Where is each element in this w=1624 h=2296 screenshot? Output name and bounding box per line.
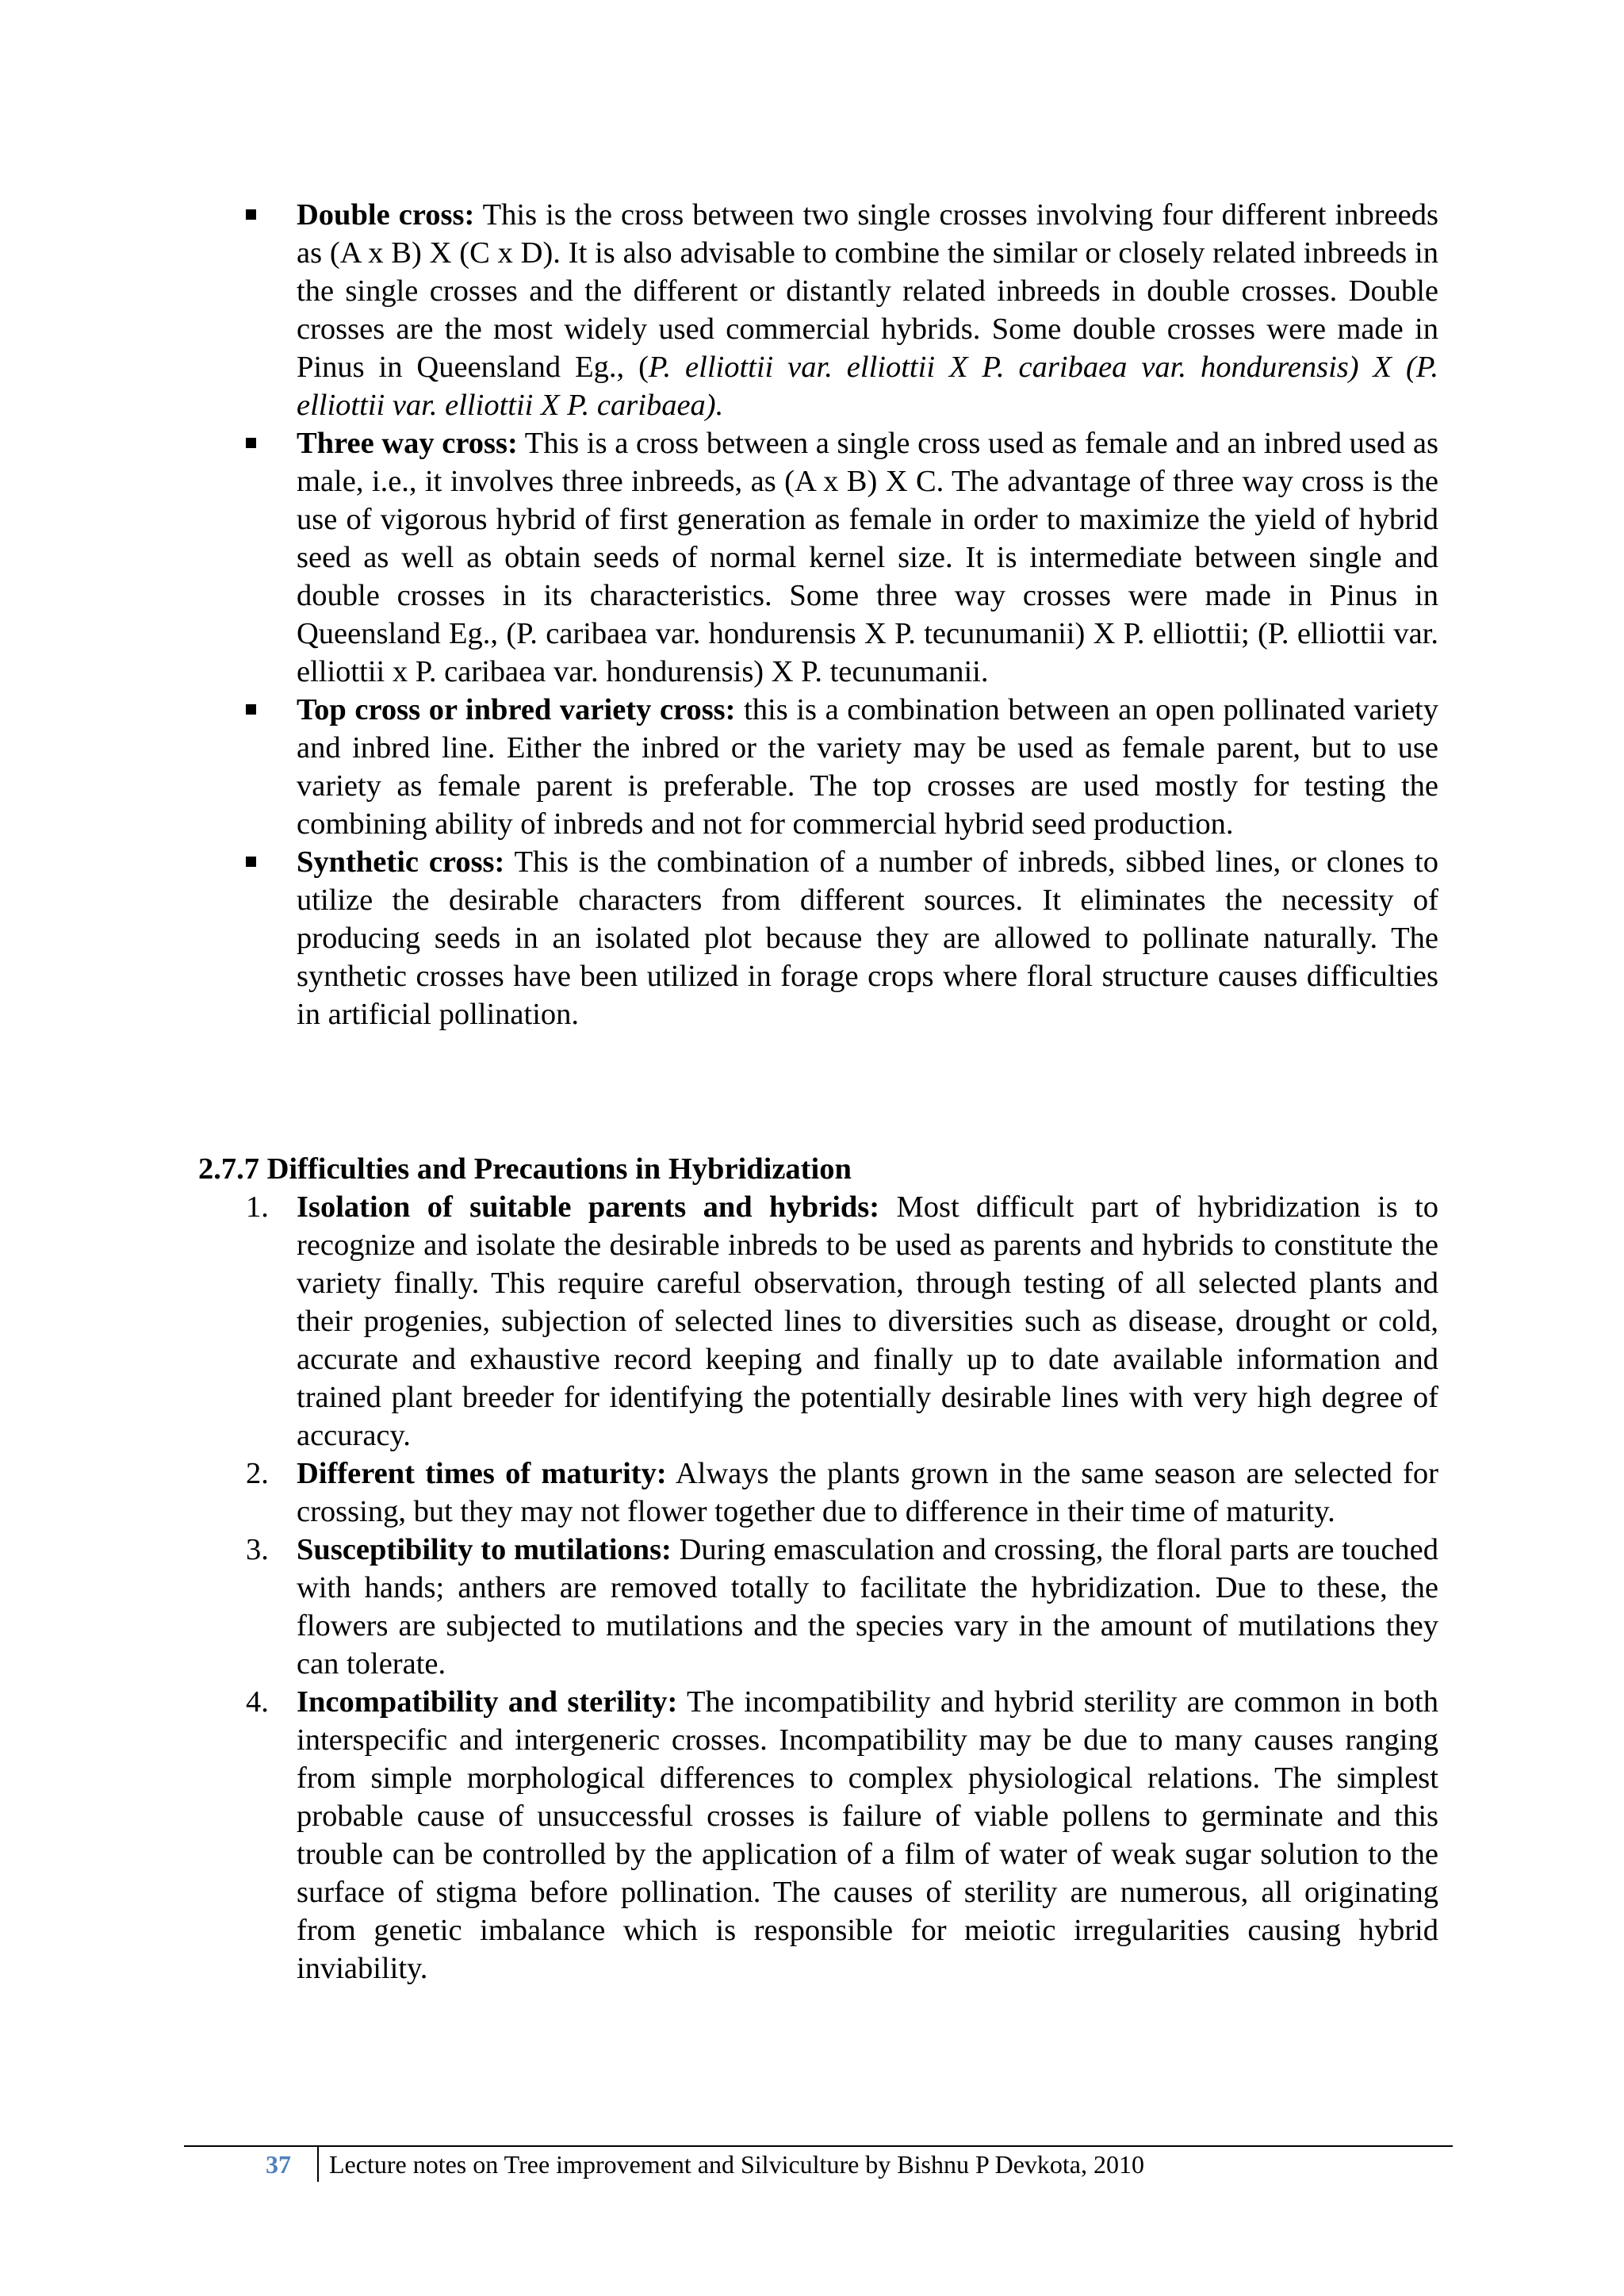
item-text: This is a cross between a single cross used as female and an inbred used as male, i.e., it involves three inbreeds, as (A x B) X C. The advantage of three way cross is the use of vigorous hybrid of first generation as female in order to maximize the yield of hybrid seed as well as obtain seeds of normal kernel size. It is intermediate between single and double crosses in its characteristics. Some three way crosses were made in Pinus in Queensland Eg., (P. caribaea var. hondurensis X P. tecunumanii) X P. elliottii; (P. elliottii var. elliottii x P. caribaea var. hondurensis) X P. tecunumanii. bbox=[297, 427, 1438, 688]
item-text: This is the combination of a number of inbreds, sibbed lines, or clones to utilize the desirable characters from different sources. It eliminates the necessity of producing seeds in an isolated plot because they are allowed to pollinate naturally. The synthetic crosses have been utilized in forage crops where floral structure causes difficulties in artificial pollination. bbox=[297, 845, 1438, 1031]
item-number: 1. bbox=[246, 1190, 269, 1224]
item-label: Double cross: bbox=[297, 198, 475, 232]
list-item bbox=[246, 1188, 1438, 1455]
square-bullet-icon bbox=[246, 209, 256, 220]
square-bullet-icon bbox=[246, 704, 256, 715]
list-item bbox=[246, 196, 1438, 424]
item-label: Susceptibility to mutilations: bbox=[297, 1533, 672, 1566]
square-bullet-icon bbox=[246, 438, 256, 448]
item-number: 3. bbox=[246, 1533, 269, 1566]
item-label: Isolation of suitable parents and hybrids: bbox=[297, 1190, 880, 1224]
item-text: During emasculation and crossing, the floral parts are touched with hands; anthers are removed totally to facilitate the hybridization. Due to these, the flowers are subjected to mutilations and the species vary in the amount of mutilations they can tolerate. bbox=[297, 1533, 1439, 1681]
item-text: This is the cross between two single crosses involving four different inbreeds as (A x B) X (C x D). It is also advisable to combine the similar or closely related inbreeds in the single crosses and the different or distantly related inbreeds in double crosses. Double crosses are the most widely used commercial hybrids. Some double crosses were made in Pinus in Queensland Eg., ( bbox=[297, 198, 1438, 384]
item-label: Incompatibility and sterility: bbox=[297, 1685, 678, 1719]
footer-text: Lecture notes on Tree improvement and Silviculture by Bishnu P Devkota, 2010 bbox=[329, 2150, 1144, 2179]
item-text: this is a combination between an open pollinated variety and inbred line. Either the inbred or the variety may be used as female parent, but to use variety as female parent is preferable. The top crosses are used mostly for testing the combining ability of inbreds and not for commercial hybrid seed production. bbox=[297, 693, 1438, 841]
item-label: Synthetic cross: bbox=[297, 845, 505, 879]
footer-rule bbox=[184, 2145, 1453, 2147]
list-item bbox=[246, 424, 1438, 691]
item-text: Most difficult part of hybridization is to recognize and isolate the desirable inbreds to be used as parents and hybrids to constitute the variety finally. This require careful observation, through testing of all selected plants and their progenies, subjection of selected lines to diversities such as disease, drought or cold, accurate and exhaustive record keeping and finally up to date available information and trained plant breeder for identifying the potentially desirable lines with very high degree of accuracy. bbox=[297, 1190, 1438, 1452]
item-label: Top cross or inbred variety cross: bbox=[297, 693, 736, 726]
section-heading: 2.7.7 Difficulties and Precautions in Hybridization bbox=[198, 1152, 852, 1186]
square-bullet-icon bbox=[246, 857, 256, 867]
list-item bbox=[246, 1683, 1438, 1987]
item-number: 4. bbox=[246, 1685, 269, 1719]
page-number: 37 bbox=[266, 2150, 291, 2179]
item-text: The incompatibility and hybrid sterility are common in both interspecific and intergeneric crosses. Incompatibility may be due to many causes ranging from simple morphological differences to complex physiological relations. The simplest probable cause of unsuccessful crosses is failure of viable pollens to germinate and this trouble can be controlled by the application of a film of water of weak sugar solution to the surface of stigma before pollination. The causes of sterility are numerous, all originating from genetic imbalance which is responsible for meiotic irregularities causing hybrid inviability. bbox=[297, 1685, 1438, 1985]
list-item bbox=[246, 1531, 1438, 1683]
list-item bbox=[246, 691, 1438, 843]
item-label: Different times of maturity: bbox=[297, 1457, 667, 1490]
footer-divider bbox=[317, 2147, 319, 2182]
item-text: Always the plants grown in the same season are selected for crossing, but they may not flower together due to difference in their time of maturity. bbox=[297, 1457, 1439, 1528]
item-number: 2. bbox=[246, 1457, 269, 1490]
cross-types-list bbox=[246, 196, 1438, 1033]
list-item bbox=[246, 1455, 1438, 1531]
item-label: Three way cross: bbox=[297, 427, 518, 460]
item-italic-text: P. elliottii var. elliottii X P. caribaea var. hondurensis) X (P. elliottii var. elliottii X P. caribaea). bbox=[297, 351, 1438, 422]
list-item bbox=[246, 843, 1438, 1033]
difficulties-list bbox=[246, 1188, 1438, 1987]
